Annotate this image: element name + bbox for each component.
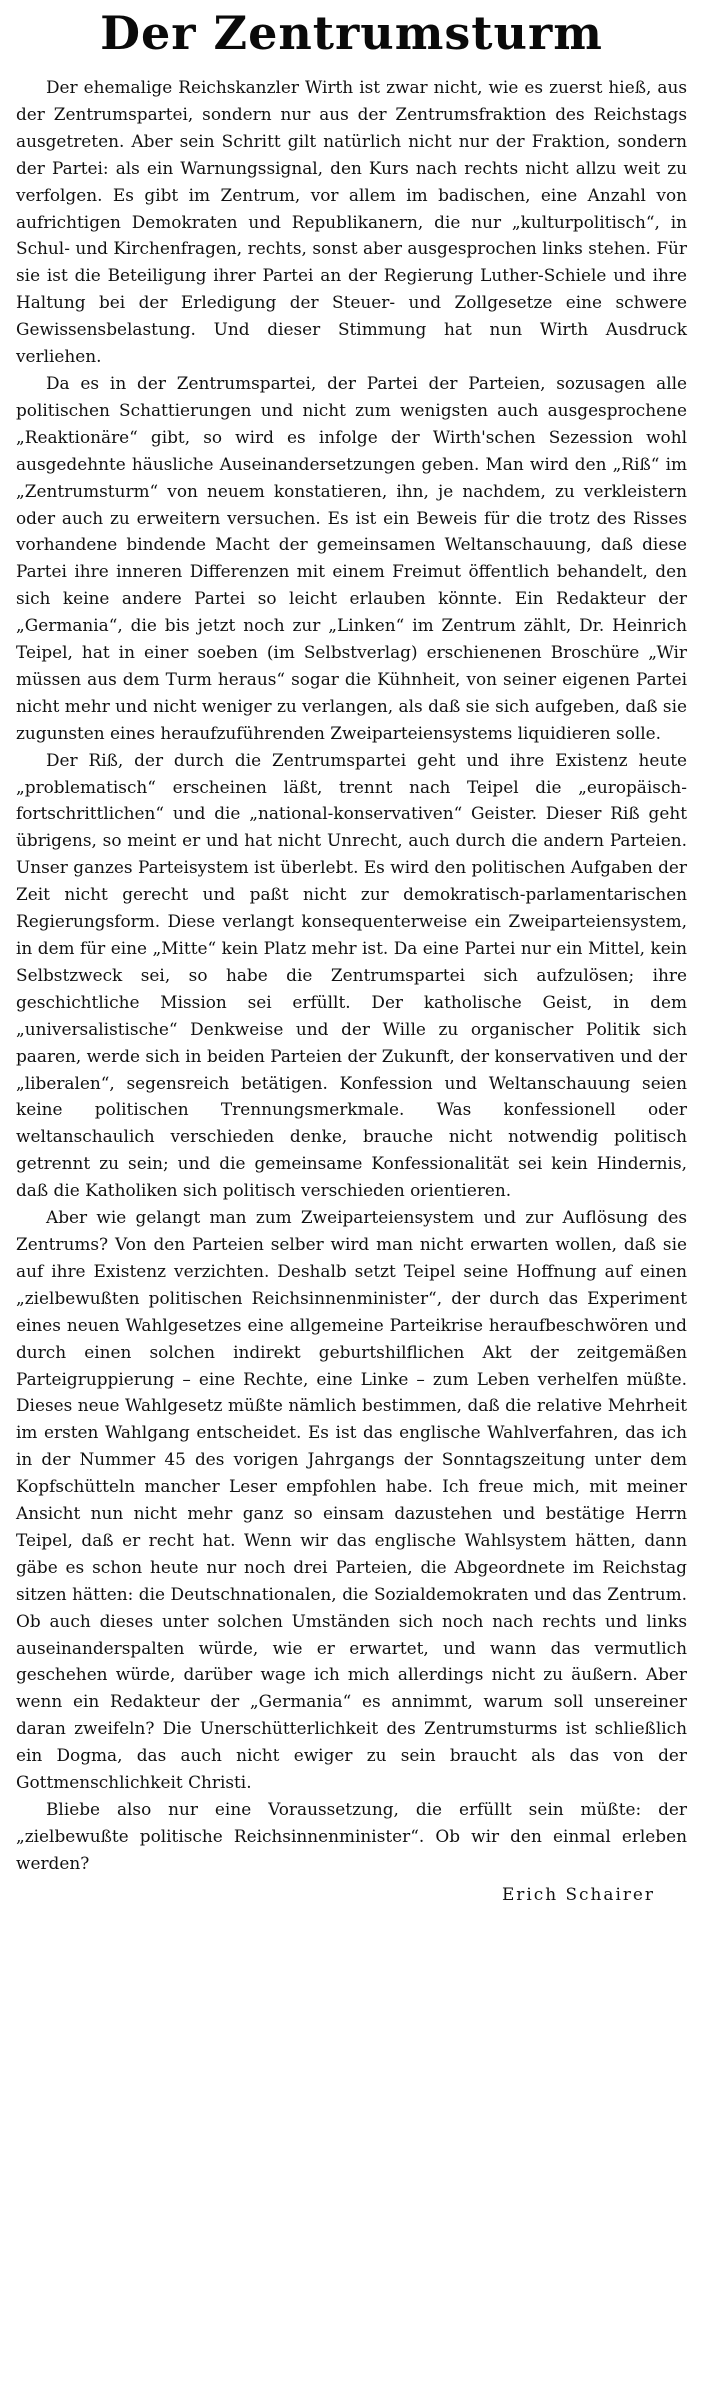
headline: Der Zentrumsturm (100, 6, 603, 60)
paragraph-1: Der ehemalige Reichskanzler Wirth ist zwar nicht, wie es zuerst hieß, aus der Zentrumspartei, sondern nur aus der Zentrumsfraktion des Reichstags ausgetreten. Aber sein Schritt gilt natürlich nicht nur der Fraktion, sondern der Partei: als ein Warnungssignal, den Kurs nach rechts nicht allzu weit zu verfolgen. Es gibt im Zentrum, vor allem im badischen, eine Anzahl von aufrichtigen Demokraten und Republikanern, die nur „kulturpolitisch“, in Schul- und Kirchenfragen, rechts, sonst aber ausgesprochen links stehen. Für sie ist die Beteiligung ihrer Partei an der Regierung Luther-Schiele und ihre Haltung bei der Erledigung der Steuer- und Zollgesetze eine schwere Gewissensbelastung. Und dieser Stimmung hat nun Wirth Ausdruck verliehen. (16, 77, 687, 367)
paragraph-5: Bliebe also nur eine Voraussetzung, die erfüllt sein müßte: der „zielbewußte politische Reichsinnenminister“. Ob wir den einmal erleben werden? (16, 1799, 687, 1873)
author-signature: Erich Schairer (501, 1883, 655, 1904)
paragraph-4: Aber wie gelangt man zum Zweiparteiensystem und zur Auflösung des Zentrums? Von den Parteien selber wird man nicht erwarten wollen, daß sie auf ihre Existenz verzichten. Deshalb setzt Teipel seine Hoffnung auf einen „zielbewußten politischen Reichsinnenminister“, der durch das Experiment eines neuen Wahlgesetzes eine allgemeine Parteikrise heraufbeschwören und durch einen solchen indirekt geburtshilflichen Akt der zeitgemäßen Parteigruppierung – eine Rechte, eine Linke – zum Leben verhelfen müßte. Dieses neue Wahlgesetz müßte nämlich bestimmen, daß die relative Mehrheit im ersten Wahlgang entscheidet. Es ist das englische Wahlverfahren, das ich in der Nummer 45 des vorigen Jahrgangs der Sonntagszeitung unter dem Kopfschütteln mancher Leser empfohlen habe. Ich freue mich, mit meiner Ansicht nun nicht mehr ganz so einsam dazustehen und bestätige Herrn Teipel, daß er recht hat. Wenn wir das englische Wahlsystem hätten, dann gäbe es schon heute nur noch drei Parteien, die Abgeordnete im Reichstag sitzen hätten: die Deutschnationalen, die Sozialdemokraten und das Zentrum. Ob auch dieses unter solchen Umständen sich noch nach rechts und links auseinanderspalten würde, wie er erwartet, und wann das vermutlich geschehen würde, darüber wage ich mich allerdings nicht zu äußern. Aber wenn ein Redakteur der „Germania“ es annimmt, warum soll unsereiner daran zweifeln? Die Unerschütterlichkeit des Zentrumsturms ist schließlich ein Dogma, das auch nicht ewiger zu sein braucht als das von der Gottmenschlichkeit Christi. (16, 1207, 687, 1793)
paragraph-2: Da es in der Zentrumspartei, der Partei der Parteien, sozusagen alle politischen Schattierungen und nicht zum wenigsten auch ausgesprochene „Reaktionäre“ gibt, so wird es infolge der Wirth'schen Sezession wohl ausgedehnte häusliche Auseinandersetzungen geben. Man wird den „Riß“ im „Zentrumsturm“ von neuem konstatieren, ihn, je nachdem, zu verkleistern oder auch zu erweitern versuchen. Es ist ein Beweis für die trotz des Risses vorhandene bindende Macht der gemeinsamen Weltanschauung, daß diese Partei ihre inneren Differenzen mit einem Freimut öffentlich behandelt, den sich keine andere Partei so leicht erlauben könnte. Ein Redakteur der „Germania“, die bis jetzt noch zur „Linken“ im Zentrum zählt, Dr. Heinrich Teipel, hat in einer soeben (im Selbstverlag) erschienenen Broschüre „Wir müssen aus dem Turm heraus“ sogar die Kühnheit, von seiner eigenen Partei nicht mehr und nicht weniger zu verlangen, als daß sie sich aufgeben, daß sie zugunsten eines heraufzuführenden Zweiparteiensystems liquidieren solle. (16, 372, 687, 743)
paragraph-3: Der Riß, der durch die Zentrumspartei geht und ihre Existenz heute „problematisch“ erscheinen läßt, trennt nach Teipel die „europäisch-fortschrittlichen“ und die „national-konservativen“ Geister. Dieser Riß geht übrigens, so meint er und hat nicht Unrecht, auch durch die andern Parteien. Unser ganzes Parteisystem ist überlebt. Es wird den politischen Aufgaben der Zeit nicht gerecht und paßt nicht zur demokratisch-parlamentarischen Regierungsform. Diese verlangt konsequenterweise ein Zweiparteiensystem, in dem für eine „Mitte“ kein Platz mehr ist. Da eine Partei nur ein Mittel, kein Selbstzweck sei, so habe die Zentrumspartei sich aufzulösen; ihre geschichtliche Mission sei erfüllt. Der katholische Geist, in dem „universalistische“ Denkweise und der Wille zu organischer Politik sich paaren, werde sich in beiden Parteien der Zukunft, der konservativen und der „liberalen“, segensreich betätigen. Konfession und Weltanschauung seien keine politischen Trennungsmerkmale. Was konfessionell oder weltanschaulich verschieden denke, brauche nicht notwendig politisch getrennt zu sein; und die gemeinsame Konfessionalität sei kein Hindernis, daß die Katholiken sich politisch verschieden orientieren. (16, 749, 687, 1201)
